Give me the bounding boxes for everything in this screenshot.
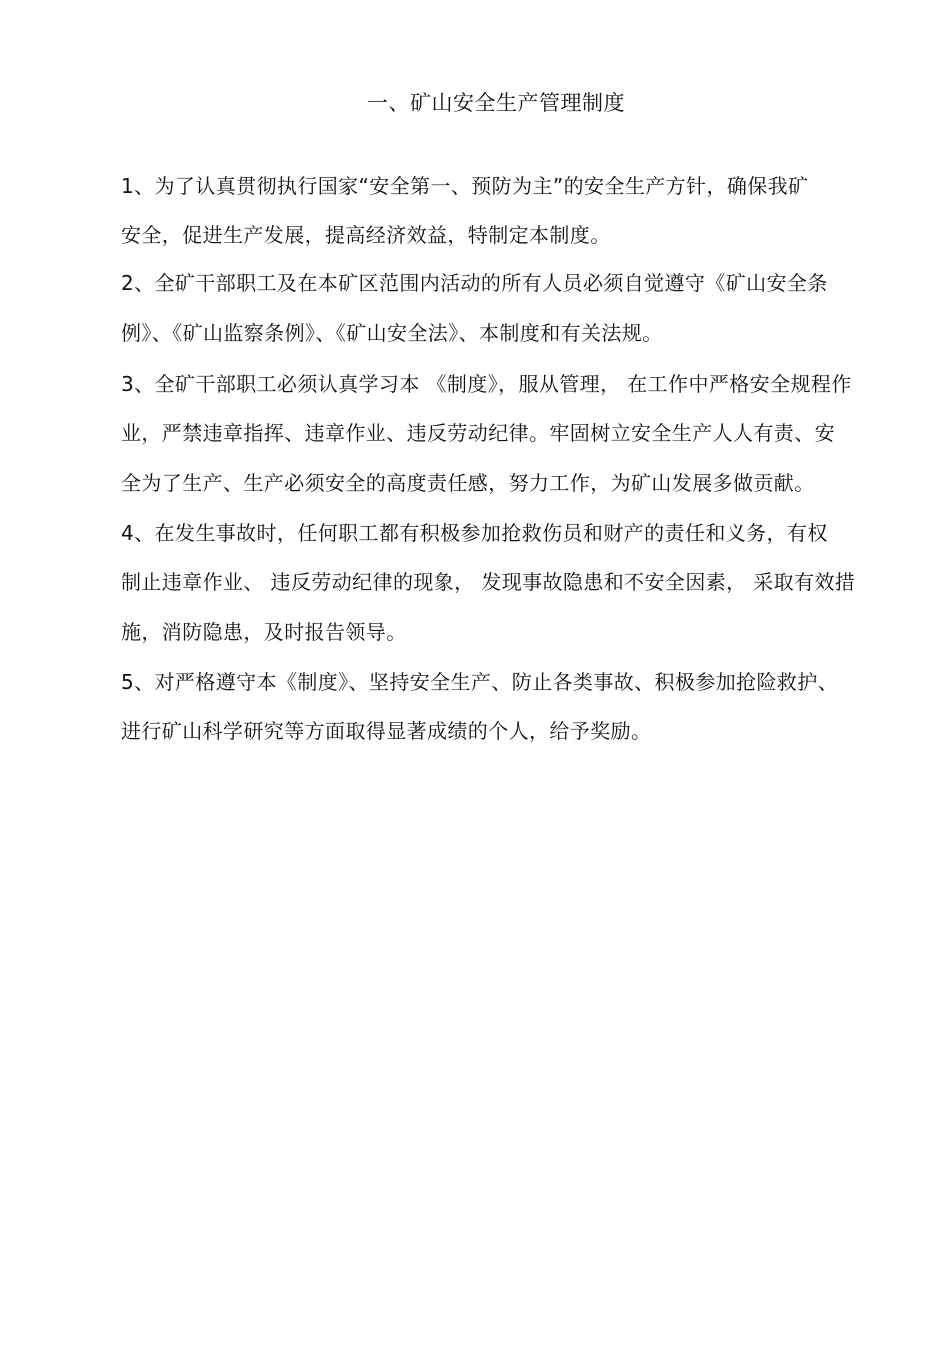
paragraph-4-line-2: 制止违章作业、 违反劳动纪律的现象， 发现事故隐患和不安全因素， 采取有效措 bbox=[121, 570, 856, 594]
paragraph-5-line-1: 5、对严格遵守本《制度》、坚持安全生产、防止各类事故、积极参加抢险救护、 bbox=[121, 670, 839, 694]
document-title: 一、矿山安全生产管理制度 bbox=[367, 91, 625, 115]
paragraph-3-line-1: 3、全矿干部职工必须认真学习本 《制度》，服从管理， 在工作中严格安全规程作 bbox=[121, 372, 852, 396]
paragraph-4-line-3: 施，消防隐患，及时报告领导。 bbox=[121, 620, 407, 644]
paragraph-1-line-2: 安全，促进生产发展，提高经济效益，特制定本制度。 bbox=[121, 223, 611, 247]
paragraph-3-line-3: 全为了生产、生产必须安全的高度责任感，努力工作，为矿山发展多做贡献。 bbox=[121, 471, 815, 495]
paragraph-1-line-1: 1、为了认真贯彻执行国家“安全第一、预防为主”的安全生产方针，确保我矿 bbox=[121, 174, 809, 198]
paragraph-2-line-1: 2、全矿干部职工及在本矿区范围内活动的所有人员必须自觉遵守《矿山安全条 bbox=[121, 271, 828, 295]
paragraph-3-line-2: 业，严禁违章指挥、违章作业、违反劳动纪律。牢固树立安全生产人人有责、安 bbox=[121, 421, 835, 445]
paragraph-2-line-2: 例》、《矿山监察条例》、《矿山安全法》、本制度和有关法规。 bbox=[121, 321, 663, 345]
paragraph-5-line-2: 进行矿山科学研究等方面取得显著成绩的个人，给予奖励。 bbox=[121, 719, 652, 743]
paragraph-4-line-1: 4、在发生事故时，任何职工都有积极参加抢救伤员和财产的责任和义务，有权 bbox=[121, 521, 828, 545]
